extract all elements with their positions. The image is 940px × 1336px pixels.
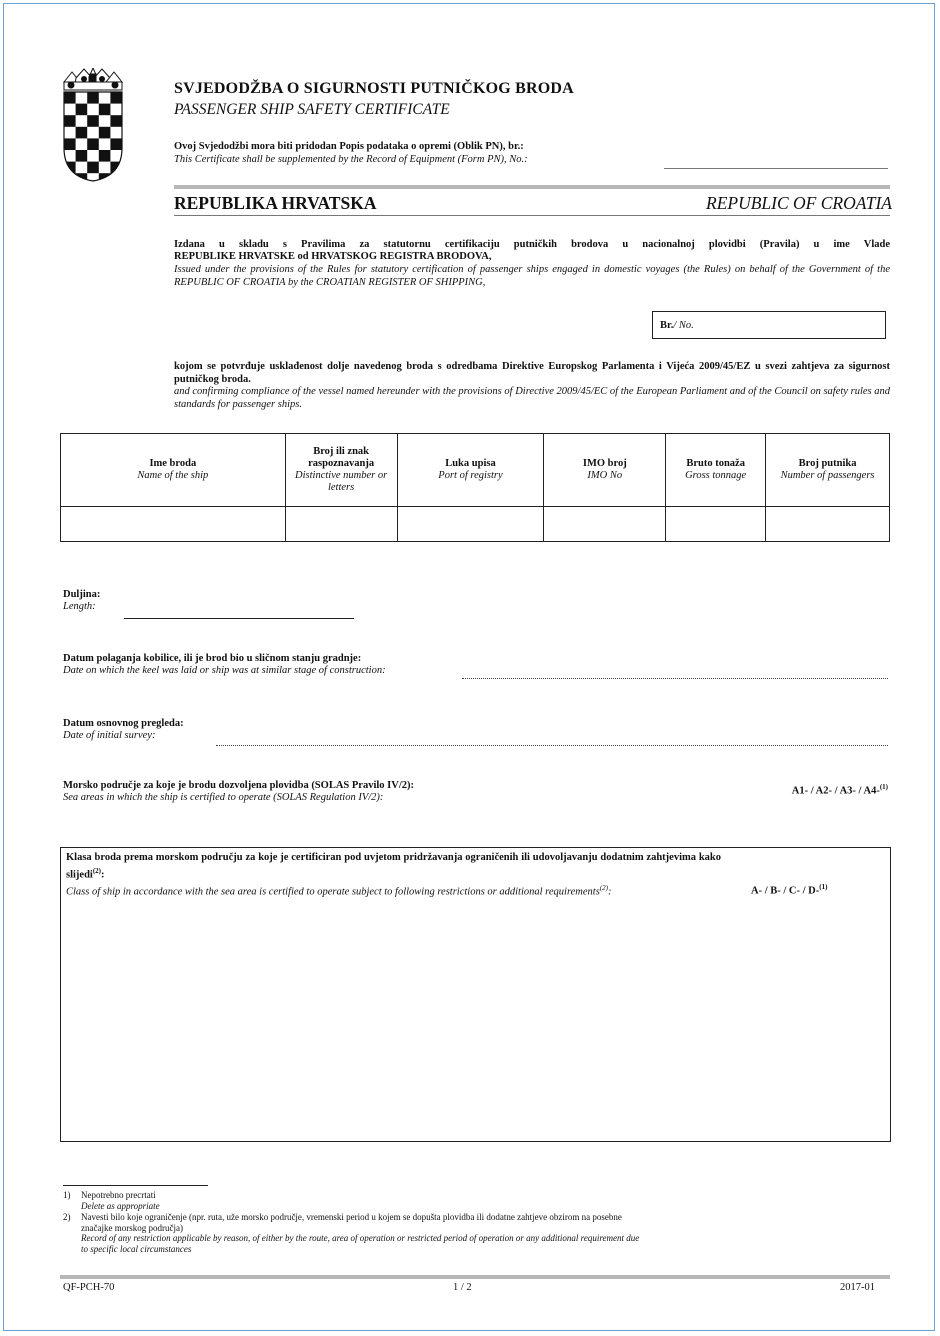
sea-areas-label-hr: Morsko područje za koje je brodu dozvoljena plovidba (SOLAS Pravilo IV/2): [63,780,414,791]
compliance-text-hr: kojom se potvrđuje usklađenost dolje navedenog broda s odredbama Direktive Europskog Parlamenta i Vijeća 2009/45/EZ u svezi zahtjeva za sigurnost putničkog broda. [174,361,890,385]
ship-particulars-table [60,433,890,542]
imo-number-cell[interactable] [544,507,666,542]
footnote-divider [63,1185,208,1186]
column-header: Broj putnika Number of passengers [766,434,890,507]
distinctive-number-cell[interactable] [285,507,397,542]
supplement-note-en: This Certificate shall be supplemented by the Record of Equipment (Form PN), No.: [174,154,528,165]
number-label-en: / No. [673,320,694,331]
table-header-row [61,434,890,507]
republic-divider [174,215,890,216]
keel-date-field[interactable] [462,678,888,679]
length-label-en: Length: [63,601,96,612]
length-field[interactable] [124,618,354,619]
survey-date-label-en: Date of initial survey: [63,730,156,741]
page-number: 1 / 2 [453,1282,472,1293]
ship-name-cell[interactable] [61,507,286,542]
passengers-cell[interactable] [766,507,890,542]
column-header: Luka upisa Port of registry [397,434,544,507]
supplement-note-hr: Ovoj Svjedodžbi mora biti pridodan Popis podataka o opremi (Oblik PN), br.: [174,141,524,152]
column-header: Bruto tonaža Gross tonnage [666,434,766,507]
certificate-number-box[interactable] [652,311,886,339]
header-divider [174,185,890,189]
gross-tonnage-cell[interactable] [666,507,766,542]
form-date: 2017-01 [840,1282,875,1293]
ship-class-box[interactable] [60,847,891,1142]
column-header: Ime broda Name of the ship [61,434,286,507]
supplement-number-field[interactable] [664,168,888,169]
issued-text-hr-line2: REPUBLIKE HRVATSKE od HRVATSKOG REGISTRA BRODOVA, [174,251,492,262]
republic-name-en: REPUBLIC OF CROATIA [706,193,892,213]
port-of-registry-cell[interactable] [397,507,544,542]
croatian-coat-of-arms-icon [62,68,124,182]
form-code: QF-PCH-70 [63,1282,115,1293]
republic-name-hr: REPUBLIKA HRVATSKA [174,193,377,213]
keel-date-label-en: Date on which the keel was laid or ship was at similar stage of construction: [63,665,386,676]
certificate-title-en: PASSENGER SHIP SAFETY CERTIFICATE [174,101,450,118]
keel-date-label-hr: Datum polaganja kobilice, ili je brod bio u sličnom stanju gradnje: [63,653,362,664]
survey-date-label-hr: Datum osnovnog pregleda: [63,718,184,729]
certificate-title-hr: SVJEDODŽBA O SIGURNOSTI PUTNIČKOG BRODA [174,80,574,97]
sea-areas-value[interactable]: A1- / A2- / A3- / A4-$^{(1)}$ [791,783,888,797]
issued-text-en: Issued under the provisions of the Rules for statutory certification of passenger ships engaged in domestic voyages (the Rules) on behalf of the Government of the REPUBLIC OF CROATIA by the CROATIAN REGISTER OF SHIPPING, [174,264,890,288]
length-label-hr: Duljina: [63,589,101,600]
sea-areas-label-en: Sea areas in which the ship is certified to operate (SOLAS Regulation IV/2): [63,792,384,803]
issued-text-hr-line1: Izdana u skladu s Pravilima za statutornu certifikaciju putničkih brodova u nacionalnoj plovidbi (Pravila) u ime Vlade [174,239,890,250]
survey-date-field[interactable] [216,745,888,746]
column-header: Broj ili znak raspoznavanja Distinctive number or letters [285,434,397,507]
footer-divider [60,1275,890,1279]
ship-class-text: Klasa broda prema morskom području za koje je certificiran pod uvjetom pridržavanja ograničenih ili udovoljavanju dodatnim zahtjevima kako slijedi$^{(2)}$: Class of ship in accordance with the sea area is certified to operate subject to following restrictions or additional requirements$^{(2)}$: [66,852,721,897]
ship-class-value[interactable]: A- / B- / C- / D-$^{(1)}$ [751,883,828,897]
table-row [61,507,890,542]
column-header: IMO broj IMO No [544,434,666,507]
compliance-text-en: and confirming compliance of the vessel named hereunder with the provisions of Directive 2009/45/EC of the European Parliament and of the Council on safety rules and standards for passenger ships. [174,386,890,410]
number-label-hr: Br. [660,320,674,331]
